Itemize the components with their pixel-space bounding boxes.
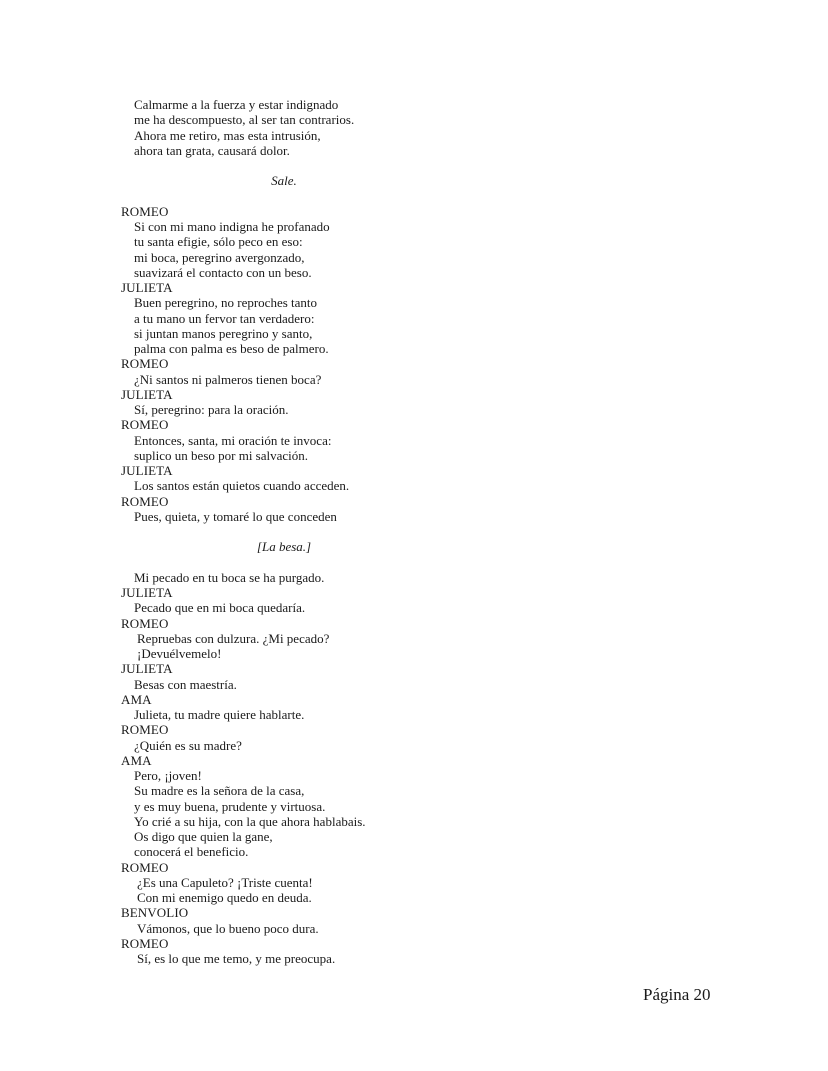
speaker-name: JULIETA [121, 463, 173, 478]
verse-line: suplico un beso por mi salvación. [134, 447, 309, 463]
speaker-name: JULIETA [121, 280, 173, 295]
verse-line: ¿Ni santos ni palmeros tienen boca? [134, 371, 322, 387]
verse-line: mi boca, peregrino avergonzado, [134, 249, 305, 265]
verse-line: Calmarme a la fuerza y estar indignado [134, 97, 339, 112]
verse-line: Los santos están quietos cuando acceden. [134, 478, 350, 494]
verse-line: suavizará el contacto con un beso. [134, 264, 312, 280]
verse-line: si juntan manos peregrino y santo, [134, 325, 313, 341]
speaker-name: ROMEO [121, 203, 169, 219]
verse-line: Yo crié a su hija, con la que ahora hablabais. [134, 813, 366, 829]
speaker-name: AMA [121, 752, 152, 768]
verse-line: Os digo que quien la gane, [134, 829, 273, 844]
blank-line [121, 189, 441, 204]
blank-line [121, 524, 441, 539]
blank-line [121, 555, 441, 570]
verse-line: Repruebas con dulzura. ¿Mi pecado? [137, 630, 330, 646]
verse-line: conocerá el beneficio. [134, 844, 249, 860]
verse-line: ¡Devuélvemelo! [137, 646, 222, 661]
verse-line: Con mi enemigo quedo en deuda. [137, 890, 312, 905]
verse-line: Buen peregrino, no reproches tanto [134, 295, 318, 311]
verse-line: tu santa efigie, sólo peco en eso: [134, 234, 303, 250]
blank-line [121, 158, 441, 173]
verse-line: Julieta, tu madre quiere hablarte. [134, 707, 305, 722]
stage-direction: [La besa.] [256, 539, 312, 555]
page-number: Página 20 [643, 985, 711, 1004]
speaker-name: JULIETA [121, 661, 173, 677]
verse-line: a tu mano un fervor tan verdadero: [134, 310, 315, 326]
script-text [121, 97, 441, 966]
verse-line: Vámonos, que lo bueno poco dura. [137, 920, 319, 936]
verse-line: ¿Es una Capuleto? ¡Triste cuenta! [137, 874, 313, 890]
speaker-name: ROMEO [121, 356, 169, 372]
verse-line: ahora tan grata, causará dolor. [134, 142, 290, 158]
speaker-name: ROMEO [121, 722, 169, 738]
speaker-name: ROMEO [121, 615, 169, 631]
speaker-name: ROMEO [121, 417, 169, 433]
speaker-name: ROMEO [121, 859, 169, 875]
speaker-name: AMA [121, 691, 152, 707]
speaker-name: ROMEO [121, 935, 169, 951]
verse-line: me ha descompuesto, al ser tan contrarios. [134, 112, 355, 128]
verse-line: Mi pecado en tu boca se ha purgado. [134, 569, 325, 585]
verse-line: ¿Quién es su madre? [134, 737, 242, 753]
speaker-name: BENVOLIO [121, 905, 189, 921]
verse-line: y es muy buena, prudente y virtuosa. [134, 798, 326, 814]
verse-line: Sí, peregrino: para la oración. [134, 402, 289, 417]
stage-direction: Sale. [271, 173, 297, 189]
verse-line: Pecado que en mi boca quedaría. [134, 600, 306, 616]
verse-line: Ahora me retiro, mas esta intrusión, [134, 127, 321, 143]
verse-line: Entonces, santa, mi oración te invoca: [134, 432, 332, 448]
speaker-name: JULIETA [121, 386, 173, 402]
verse-line: Si con mi mano indigna he profanado [134, 219, 330, 234]
verse-line: palma con palma es beso de palmero. [134, 341, 329, 356]
verse-line: Besas con maestría. [134, 676, 237, 692]
verse-line: Sí, es lo que me temo, y me preocupa. [137, 951, 336, 966]
verse-line: Su madre es la señora de la casa, [134, 783, 305, 799]
verse-line: Pero, ¡joven! [134, 768, 202, 783]
speaker-name: ROMEO [121, 493, 169, 509]
speaker-name: JULIETA [121, 585, 173, 600]
verse-line: Pues, quieta, y tomaré lo que conceden [134, 508, 337, 524]
